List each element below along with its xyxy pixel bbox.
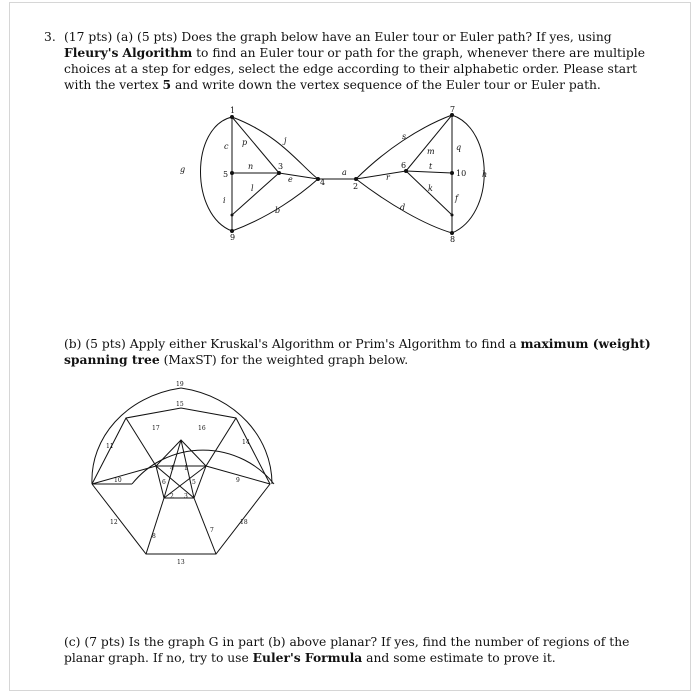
inner-pentagon [156,440,206,498]
weight-13: 13 [177,559,185,566]
edge-p [232,117,279,173]
weight-14: 14 [242,439,250,446]
part-c-text [64,634,654,666]
question-number: 3. [44,30,56,44]
weight-10: 10 [114,477,122,484]
weight-1: 1 [184,465,188,472]
weight-12: 12 [110,519,118,526]
edge-label-r: r [386,173,390,182]
euler-graph [160,105,520,245]
part-b-text-1: (b) (5 pts) Apply either Kruskal's Algorithm or Prim's Algorithm to find a [64,337,521,351]
edge-label-n: n [248,162,254,171]
part-c-bold: Euler's Formula [252,650,363,665]
part-c-text-1: (c) (7 pts) Is the graph G in part (b) above planar? If yes, find the number of regions of the planar graph. If no, try to use [64,635,630,665]
part-b-text [64,336,654,368]
edge-19 [181,388,272,484]
edge-k [406,171,452,215]
vertex-label-5: 5 [223,170,229,179]
edge-label-e: e [288,175,293,184]
edge-label-s: s [402,132,407,141]
vertex-label-7: 7 [450,105,456,114]
vertex-3 [277,171,281,175]
part-b-bold: maximum (weight) spanning tree [64,336,651,367]
vertex-right-low [451,214,454,217]
weight-16: 16 [198,425,206,432]
vertex-5 [230,171,234,175]
spoke-left [92,466,156,484]
spoke-8 [146,498,164,554]
weight-15: 15 [176,401,184,408]
edge-label-m: m [427,147,435,156]
part-a-bold-algorithm: Algorithm [122,45,193,60]
part-c-text-2: and some estimate to prove it. [362,651,556,665]
edge-label-d: d [400,203,406,212]
weight-3: 3 [184,493,188,500]
edge-label-q: q [456,143,462,152]
vertex-label-2: 2 [353,182,359,191]
weight-7: 7 [210,527,214,534]
edge-label-c: c [224,142,229,151]
weight-17: 17 [152,425,160,432]
weight-9: 9 [236,477,240,484]
edge-j-arc [232,117,318,179]
weight-19: 19 [176,381,184,388]
spoke-16 [206,418,236,466]
vertex-1 [230,115,234,119]
part-a-bold-vertex: 5 [162,77,172,92]
part-a-bold-fleury: Fleury's [64,45,119,60]
vertex-label-3: 3 [278,162,284,171]
spoke-7 [194,498,216,554]
vertex-label-4: 4 [320,178,326,187]
weight-5: 5 [192,479,196,486]
edge-label-t: t [429,162,433,171]
edge-11 [92,388,181,484]
vertex-label-8: 8 [450,235,456,244]
weight-2: 2 [170,493,174,500]
vertex-left-low [231,214,234,217]
edge-label-p: p [242,138,248,147]
weight-8: 8 [152,533,156,540]
part-b-text-2: (MaxST) for the weighted graph below. [159,353,409,367]
edge-label-b: b [275,206,281,215]
vertex-2 [354,177,358,181]
part-a-text [64,29,654,93]
edge-label-j: j [284,136,287,145]
weight-6: 6 [162,479,166,486]
edge-t [406,171,452,173]
part-a-text-2: to find an Euler tour or path for the graph, whenever there are multiple choices at a step for edges, select the edge according to their alphabetic order. Please start with the vertex [64,46,646,92]
vertex-label-9: 9 [230,233,236,242]
edge-label-a: a [342,168,347,177]
edge-b-arc [232,179,318,231]
weight-4: 4 [170,465,174,472]
edge-label-i: i [223,196,226,205]
edge-label-k: k [428,184,433,193]
vertex-label-6: 6 [401,161,407,170]
vertex-10 [450,171,454,175]
weight-18: 18 [240,519,248,526]
vertex-label-10: 10 [456,169,467,178]
vertex-label-1: 1 [230,106,236,115]
part-a-text-3: and write down the vertex sequence of the Euler tour or Euler path. [174,78,601,92]
edge-label-f: f [455,194,458,203]
edge-label-l: l [251,184,254,193]
edge-label-h: h [482,170,488,179]
part-a-text-1: (17 pts) (a) (5 pts) Does the graph below have an Euler tour or Euler path? If yes, using [64,30,612,44]
edge-label-g: g [180,165,186,174]
weight-11: 11 [106,443,114,450]
edge-l [232,173,279,215]
weighted-graph [86,378,276,568]
